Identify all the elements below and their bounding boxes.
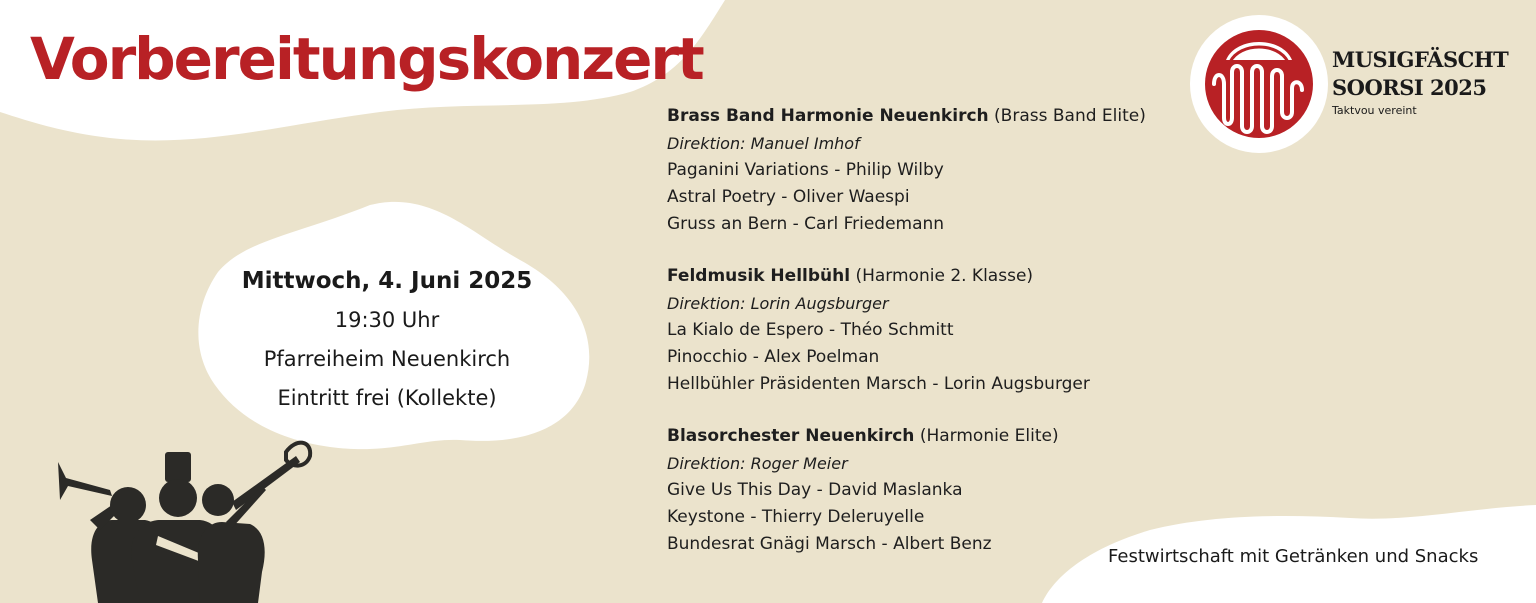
logo-tagline: Taktvou vereint	[1332, 104, 1417, 117]
piece: Astral Poetry - Oliver Waespi	[667, 187, 910, 207]
band-block	[667, 103, 1207, 238]
piece: Paganini Variations - Philip Wilby	[667, 160, 944, 180]
band-class: (Harmonie Elite)	[919, 426, 1059, 446]
band-direction: Direktion: Roger Meier	[667, 454, 848, 473]
event-admission: Eintritt frei (Kollekte)	[277, 386, 497, 410]
band-block	[667, 423, 1207, 558]
band-class: (Brass Band Elite)	[994, 106, 1146, 126]
band-direction: Direktion: Lorin Augsburger	[667, 294, 889, 313]
piece: Gruss an Bern - Carl Friedemann	[667, 214, 945, 234]
piece: Keystone - Thierry Deleruyelle	[667, 507, 925, 527]
concert-program	[667, 103, 1207, 583]
band-heading	[667, 103, 1207, 130]
band-direction: Direktion: Manuel Imhof	[667, 134, 860, 153]
band-heading	[667, 423, 1207, 450]
event-info	[222, 262, 552, 418]
piece: Pinocchio - Alex Poelman	[667, 347, 880, 367]
piece: Bundesrat Gnägi Marsch - Albert Benz	[667, 534, 992, 554]
piece: Give Us This Day - David Maslanka	[667, 480, 963, 500]
logo-text	[1332, 46, 1508, 117]
band-name: Brass Band Harmonie Neuenkirch	[667, 106, 989, 126]
event-venue: Pfarreiheim Neuenkirch	[263, 347, 511, 371]
band-class: (Harmonie 2. Klasse)	[855, 266, 1034, 286]
logo-line-1: MUSIGFÄSCHT	[1332, 47, 1509, 72]
band-name: Feldmusik Hellbühl	[667, 266, 851, 286]
logo-line-2: SOORSI 2025	[1332, 75, 1487, 100]
band-heading	[667, 263, 1207, 290]
event-time: 19:30 Uhr	[334, 308, 440, 332]
piece: La Kialo de Espero - Théo Schmitt	[667, 320, 954, 340]
piece: Hellbühler Präsidenten Marsch - Lorin Augsburger	[667, 374, 1090, 394]
band-name: Blasorchester Neuenkirch	[667, 426, 915, 446]
event-date: Mittwoch, 4. Juni 2025	[241, 268, 533, 294]
band-block	[667, 263, 1207, 398]
page-title: Vorbereitungskonzert	[30, 25, 703, 93]
footer-note: Festwirtschaft mit Getränken und Snacks	[1108, 546, 1479, 567]
